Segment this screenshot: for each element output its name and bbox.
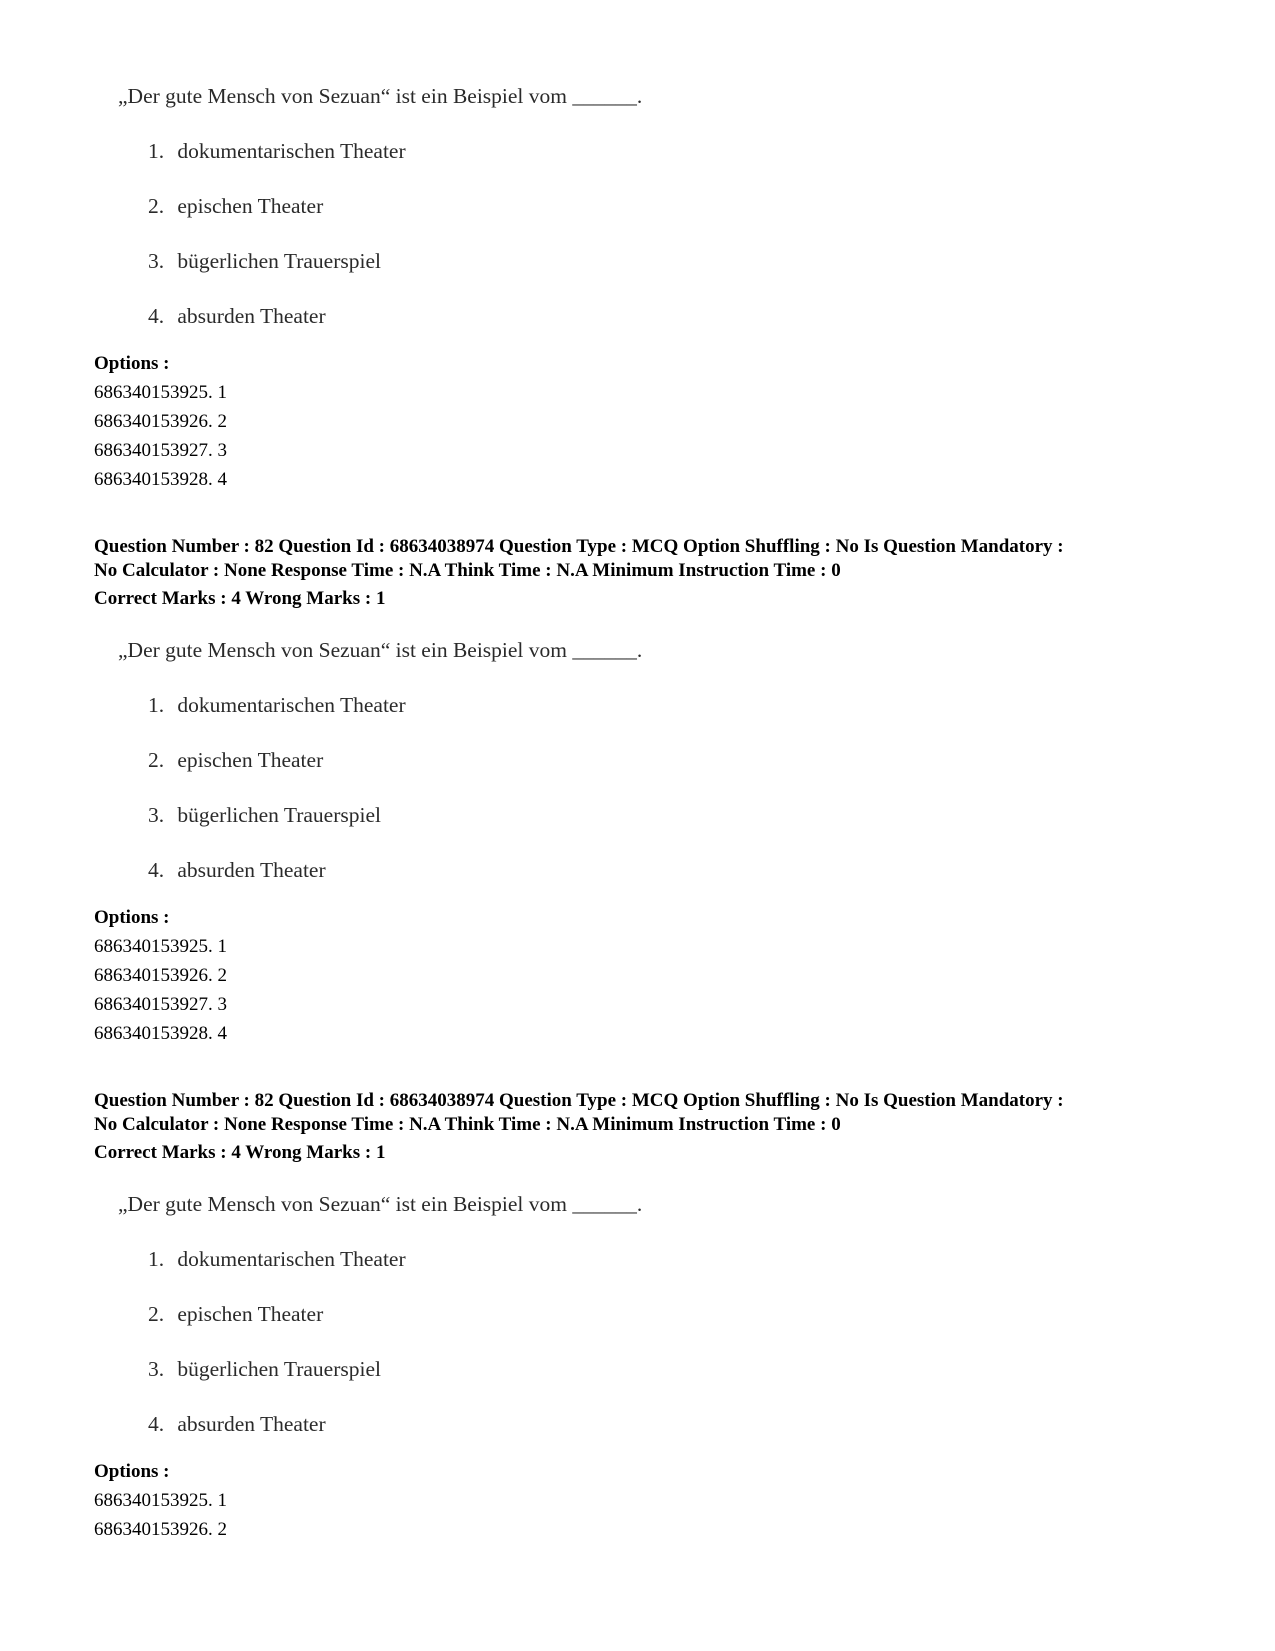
choice-number: 2. [148, 1302, 165, 1326]
choice-text: dokumentarischen Theater [177, 139, 406, 163]
option-id: 686340153926. 2 [94, 965, 227, 986]
choice-text: bügerlichen Trauerspiel [177, 1357, 381, 1381]
option-id: 686340153926. 2 [94, 411, 227, 432]
choice-number: 1. [148, 693, 165, 717]
question-header [94, 535, 1214, 611]
answer-choice [118, 1408, 818, 1440]
choice-text: epischen Theater [177, 748, 324, 772]
question-meta-line: No Calculator : None Response Time : N.A Think Time : N.A Minimum Instruction Time : 0 [94, 1114, 841, 1135]
answer-choice [118, 854, 818, 886]
answer-choice [118, 245, 818, 277]
choice-text: epischen Theater [177, 1302, 324, 1326]
options-list [94, 349, 694, 494]
answer-choice [118, 689, 818, 721]
choice-number: 4. [148, 304, 165, 328]
options-list [94, 1457, 694, 1544]
options-label: Options : [94, 353, 170, 374]
question-image [118, 1188, 818, 1440]
question-image [118, 634, 818, 886]
question-stem: „Der gute Mensch von Sezuan“ ist ein Beispiel vom ______. [118, 638, 643, 662]
choice-number: 2. [148, 194, 165, 218]
choice-number: 1. [148, 1247, 165, 1271]
choice-number: 4. [148, 858, 165, 882]
choice-number: 3. [148, 249, 165, 273]
choice-number: 3. [148, 1357, 165, 1381]
choice-text: dokumentarischen Theater [177, 693, 406, 717]
question-stem: „Der gute Mensch von Sezuan“ ist ein Beispiel vom ______. [118, 1192, 643, 1216]
choice-text: absurden Theater [177, 858, 326, 882]
options-list [94, 903, 694, 1048]
question-meta-line: No Calculator : None Response Time : N.A Think Time : N.A Minimum Instruction Time : 0 [94, 560, 841, 581]
question-stem: „Der gute Mensch von Sezuan“ ist ein Beispiel vom ______. [118, 84, 643, 108]
choice-number: 4. [148, 1412, 165, 1436]
option-id: 686340153928. 4 [94, 469, 227, 490]
option-id: 686340153926. 2 [94, 1519, 227, 1540]
option-id: 686340153925. 1 [94, 382, 227, 403]
option-id: 686340153925. 1 [94, 936, 227, 957]
option-id: 686340153928. 4 [94, 1023, 227, 1044]
answer-choice [118, 1298, 818, 1330]
choice-number: 2. [148, 748, 165, 772]
answer-choice [118, 300, 818, 332]
choice-text: absurden Theater [177, 1412, 326, 1436]
marks-line: Correct Marks : 4 Wrong Marks : 1 [94, 588, 386, 609]
option-id: 686340153925. 1 [94, 1490, 227, 1511]
answer-choice [118, 135, 818, 167]
answer-choice [118, 190, 818, 222]
options-label: Options : [94, 907, 170, 928]
choice-text: absurden Theater [177, 304, 326, 328]
choice-text: bügerlichen Trauerspiel [177, 803, 381, 827]
answer-choice [118, 1243, 818, 1275]
choice-text: dokumentarischen Theater [177, 1247, 406, 1271]
choice-text: bügerlichen Trauerspiel [177, 249, 381, 273]
option-id: 686340153927. 3 [94, 440, 227, 461]
choice-text: epischen Theater [177, 194, 324, 218]
answer-choice [118, 744, 818, 776]
question-image [118, 80, 818, 332]
marks-line: Correct Marks : 4 Wrong Marks : 1 [94, 1142, 386, 1163]
question-meta-line: Question Number : 82 Question Id : 68634038974 Question Type : MCQ Option Shuffling : No Is Question Mandatory : [94, 1090, 1064, 1111]
answer-choice [118, 1353, 818, 1385]
question-meta-line: Question Number : 82 Question Id : 68634038974 Question Type : MCQ Option Shuffling : No Is Question Mandatory : [94, 536, 1064, 557]
options-label: Options : [94, 1461, 170, 1482]
question-header [94, 1089, 1214, 1165]
choice-number: 3. [148, 803, 165, 827]
answer-choice [118, 799, 818, 831]
choice-number: 1. [148, 139, 165, 163]
option-id: 686340153927. 3 [94, 994, 227, 1015]
